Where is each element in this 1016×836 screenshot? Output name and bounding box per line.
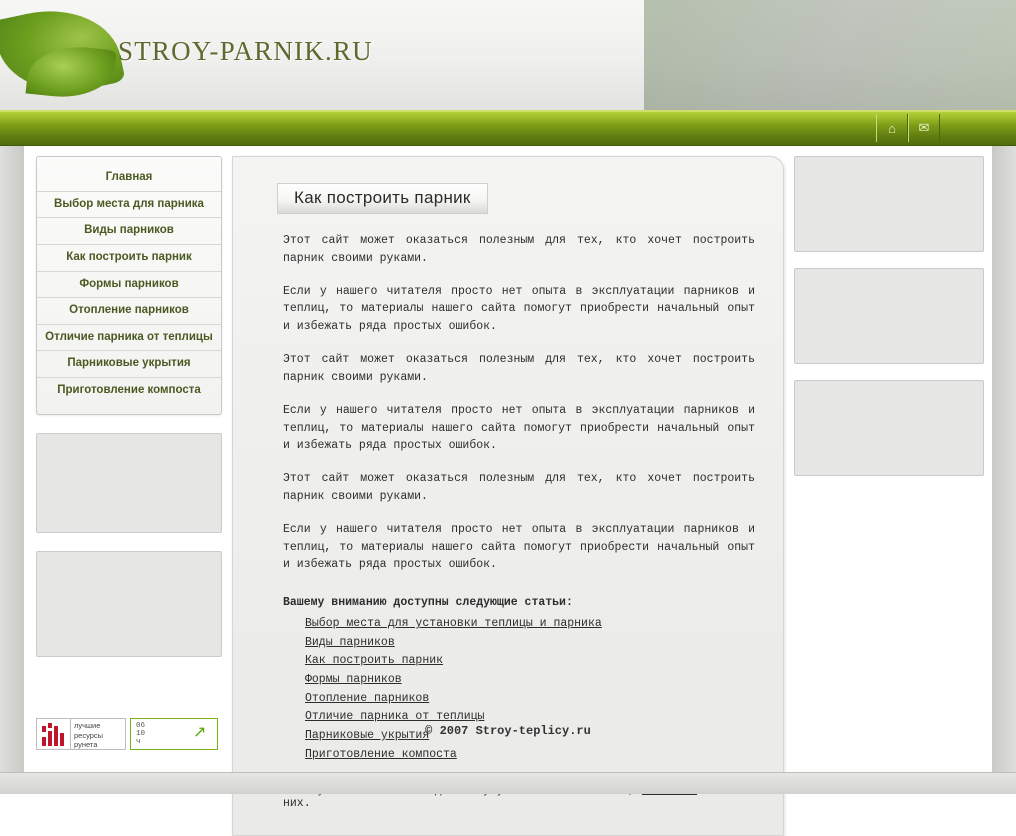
site-header: [0, 0, 1016, 110]
article-link-ukrytiya[interactable]: Парниковые укрытия: [305, 728, 430, 742]
sidebar-item-formy-parnikov[interactable]: Формы парников: [37, 272, 221, 299]
article-link-otlichie[interactable]: Отличие парника от теплицы: [305, 710, 485, 724]
footer: [0, 718, 1016, 772]
paragraph: Если у нашего читателя просто нет опыта в эксплуатации парников и теплиц, то материалы нашего сайта помогут приобрести начальный опыт и избежать ряда простых ошибок.: [283, 522, 755, 572]
sidebar: [36, 156, 222, 657]
articles-heading: Вашему вниманию доступны следующие статьи:: [283, 596, 573, 610]
counter-label-line2: ресурсы: [74, 730, 104, 740]
counter-digits-bottom: ч: [136, 738, 141, 747]
sidebar-menu: [36, 156, 222, 415]
sidebar-item-vidy-parnikov[interactable]: Виды парников: [37, 218, 221, 245]
mail-icon[interactable]: ✉: [908, 114, 940, 142]
sidebar-item-glavnaya[interactable]: Главная: [37, 165, 221, 192]
sidebar-ad-block-1[interactable]: [36, 433, 222, 533]
paragraph: Этот сайт может оказаться полезным для тех, кто хочет построить парник своими руками.: [283, 472, 755, 503]
home-icon[interactable]: ⌂: [876, 114, 908, 142]
top-green-bar: [0, 110, 1016, 146]
copyright-text: © 2007 Stroy-teplicy.ru: [425, 724, 591, 738]
article-link-formy-parnikov[interactable]: Формы парников: [305, 673, 402, 687]
counter-label-line1: лучшие: [74, 721, 101, 730]
counter-digits-top: 06: [136, 721, 146, 730]
sidebar-item-vybor-mesta[interactable]: Выбор места для парника: [37, 192, 221, 219]
page-title: Как построить парник: [277, 183, 488, 214]
article-link-vybor-mesta[interactable]: Выбор места для установки теплицы и парника: [305, 617, 602, 631]
paragraph: Если у нашего читателя просто нет опыта в эксплуатации парников и теплиц, то материалы нашего сайта помогут приобрести начальный опыт и избежать ряда простых ошибок.: [283, 403, 755, 453]
header-photo-overlay: [644, 0, 1016, 110]
article-link-vidy-parnikov[interactable]: Виды парников: [305, 635, 395, 649]
counter-digits-mid: 10: [136, 729, 146, 738]
counter-label-line3: рунета: [74, 740, 98, 750]
right-ad-block-3[interactable]: [794, 380, 984, 476]
sidebar-item-otoplenie[interactable]: Отопление парников: [37, 298, 221, 325]
right-gutter: [992, 146, 1016, 773]
arrow-up-right-icon: ↗: [193, 724, 207, 741]
sidebar-item-kompost[interactable]: Приготовление компоста: [57, 384, 201, 397]
sidebar-item-kak-postroit[interactable]: Как построить парник: [37, 245, 221, 272]
article-link-kompost[interactable]: Приготовление компоста: [305, 747, 457, 761]
article-link-kak-postroit[interactable]: Как построить парник: [305, 654, 444, 668]
page-body: [0, 146, 1016, 811]
right-ad-block-2[interactable]: [794, 268, 984, 364]
footer-strip: [0, 772, 1016, 794]
sidebar-ad-block-2[interactable]: [36, 551, 222, 657]
paragraph: Если у нашего читателя просто нет опыта в эксплуатации парников и теплиц, то материалы нашего сайта помогут приобрести начальный опыт и избежать ряда простых ошибок.: [283, 284, 755, 334]
right-ad-block-1[interactable]: [794, 156, 984, 252]
article-link-otoplenie[interactable]: Отопление парников: [305, 691, 430, 705]
right-column: [794, 156, 984, 492]
sidebar-item-ukrytiya[interactable]: Парниковые укрытия: [37, 351, 221, 378]
top-icon-group: [876, 114, 940, 142]
closing-text-after: них.: [283, 797, 311, 811]
paragraph: Этот сайт может оказаться полезным для тех, кто хочет построить парник своими руками.: [283, 234, 755, 265]
sidebar-item-otlichie[interactable]: Отличие парника от теплицы: [37, 325, 221, 352]
paragraph: Этот сайт может оказаться полезным для тех, кто хочет построить парник своими руками.: [283, 353, 755, 384]
site-title: STROY-PARNIK.RU: [118, 36, 373, 66]
left-gutter: [0, 146, 24, 773]
